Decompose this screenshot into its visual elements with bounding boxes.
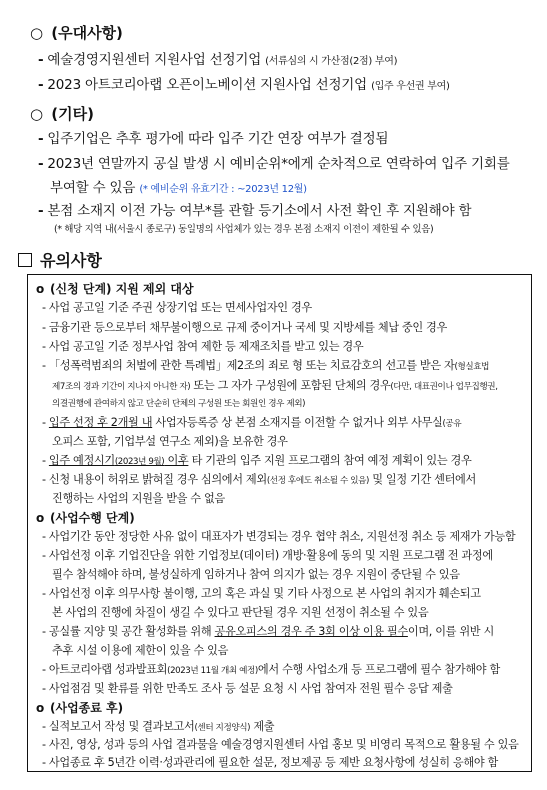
notice-s1-l4a: - 「성폭력범죄의 처벌에 관한 특례법」제2조의 죄로 형 또는 치료감호의 선고를 받은 자(형실효법 bbox=[42, 359, 490, 372]
other-item-2-cont: 부여할 수 있음 (* 예비순위 유효기간 : ~2023년 12월) bbox=[50, 180, 307, 196]
notice-s2-l2b: 필수 참석해야 하며, 불성실하게 임하거나 참여 의지가 없는 경우 지원이 중단될 수 있음 bbox=[52, 568, 460, 581]
notice-s1-l3: - 사업 공고일 기준 정부사업 참여 제한 등 제재조치를 받고 있는 경우 bbox=[42, 340, 364, 353]
notice-s1-heading: o (신청 단계) 지원 제외 대상 bbox=[36, 282, 194, 296]
other-item-2: - 2023년 연말까지 공실 발생 시 예비순위*에게 순차적으로 연락하여 입주 기회를 bbox=[38, 156, 510, 172]
notice-s1-l7a: - 신청 내용이 허위로 밝혀질 경우 심의에서 제외(선정 후에도 취소될 수 있음) 및 일정 기간 센터에서 bbox=[42, 473, 476, 486]
notice-s1-l2: - 금융기관 등으로부터 채무불이행으로 규제 중이거나 국세 및 지방세를 체납 중인 경우 bbox=[42, 321, 447, 334]
notice-s3-l2: - 사진, 영상, 성과 등의 사업 결과물을 예술경영지원센터 사업 홍보 및 비영리 목적으로 활용될 수 있음 bbox=[42, 738, 519, 751]
notice-s2-heading: o (사업수행 단계) bbox=[36, 511, 135, 525]
notice-s2-l1: - 사업기간 동안 정당한 사유 없이 대표자가 변경되는 경우 협약 취소, 지원선정 취소 등 제재가 가능함 bbox=[42, 530, 516, 543]
preference-item-1: - 예술경영지원센터 지원사업 선정기업 (서류심의 시 가산점(2점) 부여) bbox=[38, 52, 398, 68]
notice-s1-l4b: 제7조의 경과 기간이 지나지 아니한 자) 또는 그 자가 구성원에 포함된 단체의 경우(다만, 대표권이나 업무집행권, bbox=[52, 379, 498, 392]
notice-s1-l1: - 사업 공고일 기준 주권 상장기업 또는 면세사업자인 경우 bbox=[42, 301, 312, 314]
notice-s3-l1: - 실적보고서 작성 및 결과보고서(센터 지정양식) 제출 bbox=[42, 720, 275, 733]
other-heading: ○ (기타) bbox=[30, 105, 94, 123]
other-item-3-note: (* 해당 지역 내(서울시 종로구) 동일명의 사업체가 있는 경우 본점 소재지 이전이 제한될 수 있음) bbox=[54, 224, 434, 235]
square-bullet-icon bbox=[18, 253, 32, 267]
preference-item-2: - 2023 아트코리아랩 오픈이노베이션 지원사업 선정기업 (입주 우선권 부여) bbox=[38, 77, 450, 93]
notice-s1-l5a: - 입주 선정 후 2개월 내 사업자등록증 상 본점 소재지를 이전할 수 없거나 외부 사무실(공유 bbox=[42, 416, 462, 429]
circle-bullet-icon: ○ bbox=[30, 105, 44, 123]
notice-s2-l4b: 추후 시설 이용에 제한이 있을 수 있음 bbox=[52, 644, 229, 657]
circle-bullet-icon: o bbox=[36, 701, 45, 715]
notice-s2-l6: - 사업점검 및 환류를 위한 만족도 조사 등 설문 요청 시 사업 참여자 전원 필수 응답 제출 bbox=[42, 682, 453, 695]
notice-title: 유의사항 bbox=[18, 248, 102, 271]
notice-s1-l4c: 의결권행에 관여하지 않고 단순히 단체의 구성원 또는 회원인 경우 제외) bbox=[52, 399, 306, 409]
preference-heading: ○ (우대사항) bbox=[30, 24, 123, 42]
notice-s2-l2a: - 사업선정 이후 기업진단을 위한 기업정보(데이터) 개방·활용에 동의 및 지원 프로그램 전 과정에 bbox=[42, 549, 493, 562]
other-item-3: - 본점 소재지 이전 가능 여부*를 관할 등기소에서 사전 확인 후 지원해야 함 bbox=[38, 203, 472, 219]
other-item-1: - 입주기업은 추후 평가에 따라 입주 기간 연장 여부가 결정됨 bbox=[38, 131, 389, 147]
circle-bullet-icon: o bbox=[36, 511, 45, 525]
notice-s1-l5b: 오피스 포함, 기업부설 연구소 제외)을 보유한 경우 bbox=[52, 435, 288, 448]
notice-s2-l3a: - 사업선정 이후 의무사항 불이행, 고의 혹은 과실 및 기타 사정으로 본 사업의 취지가 훼손되고 bbox=[42, 587, 481, 600]
notice-s2-l3b: 본 사업의 진행에 차질이 생길 수 있다고 판단될 경우 지원 선정이 취소될 수 있음 bbox=[52, 606, 429, 619]
notice-s1-l6: - 입주 예정시기(2023년 9월) 이후 타 기관의 입주 지원 프로그램의 참여 예정 계획이 있는 경우 bbox=[42, 454, 472, 467]
notice-s2-l4a: - 공실률 지양 및 공간 활성화를 위해 공유오피스의 경우 주 3회 이상 이용 필수이며, 이를 위반 시 bbox=[42, 625, 494, 638]
circle-bullet-icon: ○ bbox=[30, 24, 44, 42]
notice-s3-l3: - 사업종료 후 5년간 이력·성과관리에 필요한 설문, 정보제공 등 제반 요청사항에 성실히 응해야 함 bbox=[42, 756, 498, 769]
notice-s1-l7b: 진행하는 사업의 지원을 받을 수 없음 bbox=[52, 492, 225, 505]
notice-s2-l5a: - 아트코리아랩 성과발표회(2023년 11월 개최 예정)에서 수행 사업소개 등 프로그램에 필수 참가해야 함 bbox=[42, 663, 500, 676]
notice-s3-heading: o (사업종료 후) bbox=[36, 701, 124, 715]
circle-bullet-icon: o bbox=[36, 282, 45, 296]
